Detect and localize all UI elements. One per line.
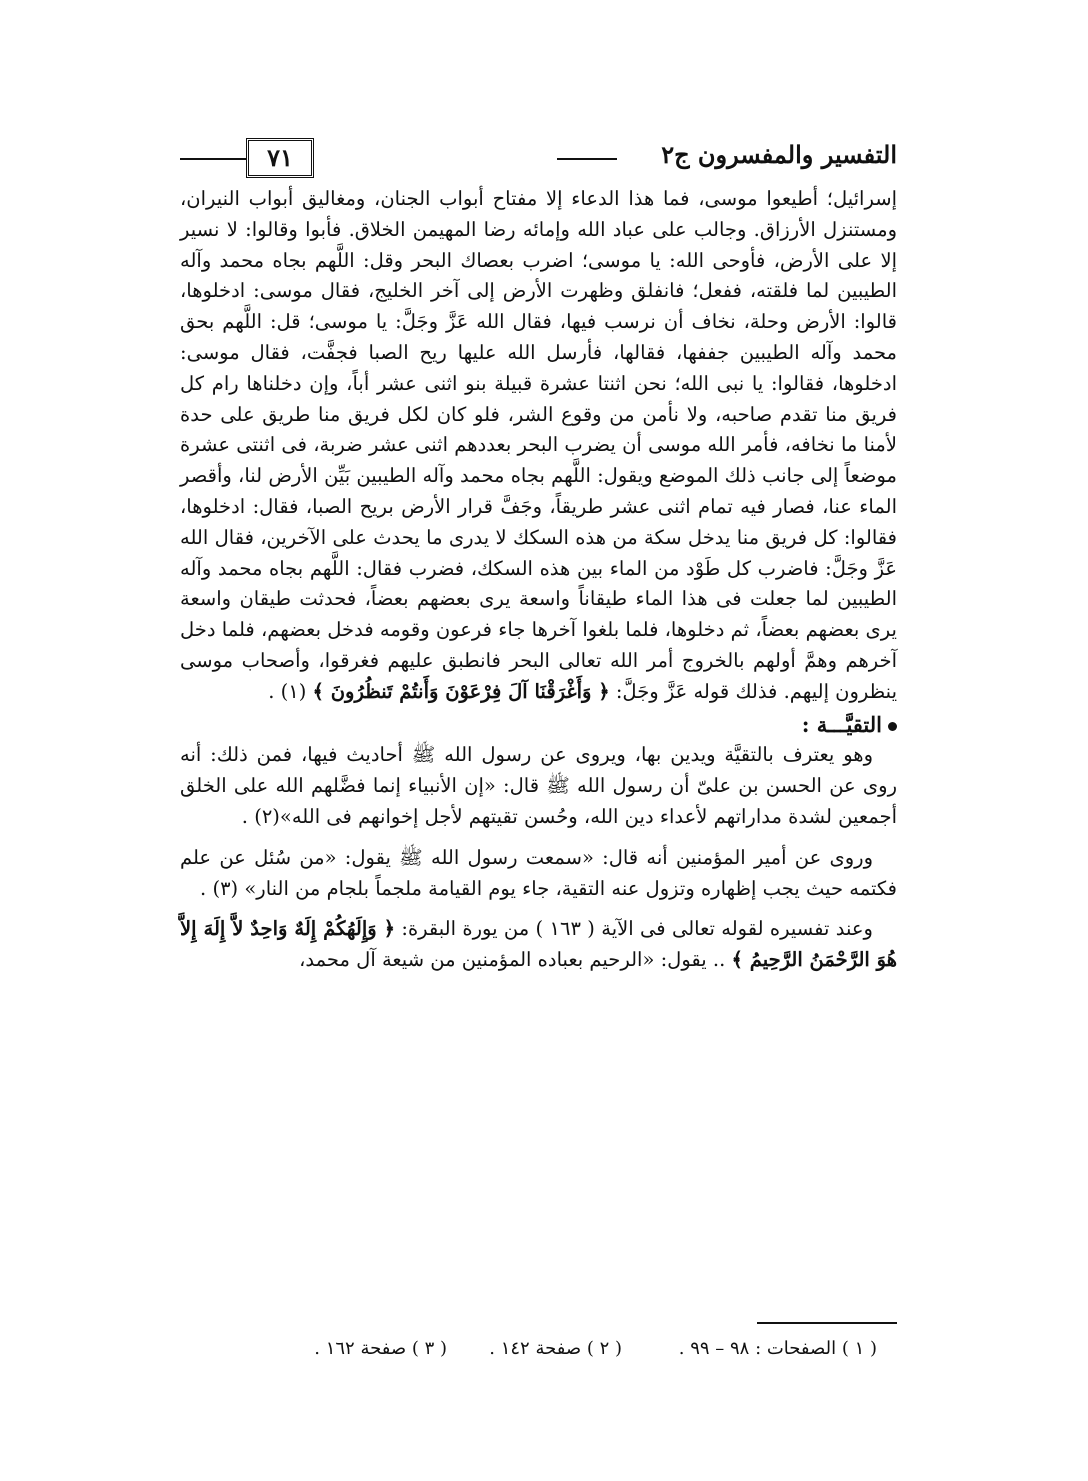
page-number: ٧١ <box>246 138 314 178</box>
footnote-ref-1: (١) . <box>268 679 307 703</box>
body-text <box>180 184 897 976</box>
header-rule-left <box>180 158 250 160</box>
footnote-rule <box>757 1322 897 1324</box>
paragraph-tafsir-end: .. يقول: «الرحيم بعباده المؤمنين من شيعة آل محمد، <box>299 948 726 972</box>
paragraph-tafsir <box>180 914 897 976</box>
paragraph-hadith-text: وروى عن أمير المؤمنين أنه قال: «سمعت رسول الله ﷺ يقول: «من سُئل عن علم فكتمه حيث يجب إظهاره وتزول عنه التقية، جاء يوم القيامة ملجماً بلجام من النار» <box>180 845 897 900</box>
paragraph-taqiyya-text: وهو يعترف بالتقيَّة ويدين بها، ويروى عن رسول الله ﷺ أحاديث فيها، فمن ذلك: أنه روى عن الحسن بن علىّ أن رسول الله ﷺ قال: «إن الأنبياء إنما فضَّلهم الله على الخلق أجمعين لشدة مداراتهم لأعداء دين الله، وحُسن تقيتهم لأجل إخوانهم فى الله» <box>180 743 897 828</box>
paragraph-hadith <box>180 843 897 905</box>
header-rule-right <box>557 158 617 160</box>
running-header <box>180 138 897 178</box>
section-heading-text: التقيَّـــة : <box>801 711 882 737</box>
footnote-1: ( ١ ) الصفحات : ٩٨ – ٩٩ . <box>678 1338 877 1359</box>
footnote-ref-2: (٢) . <box>241 804 280 828</box>
paragraph-story-text: إسرائيل؛ أطيعوا موسى، فما هذا الدعاء إلا مفتاح أبواب الجنان، ومغاليق أبواب النيران، ومستنزل الأرزاق. وجالب على عباد الله وإمائه رضا المهيمن الخلاق. فأبوا وقالوا: لا نسير إلا على الأرض، فأوحى الله: يا موسى؛ اضرب بعصاك البحر وقل: اللَّهم بجاه محمد وآله الطيبين لما فلقته، ففعل؛ فانفلق وظهرت الأرض إلى آخر الخليج، فقال موسى: ادخلوها، قالوا: الأرض وحلة، نخاف أن نرسب فيها، فقال الله عَزَّ وجَلَّ: يا موسى؛ قل: اللَّهم بحق محمد وآله الطيبين جففها، فقالها، فأرسل الله عليها ريح الصبا فجفَّت، فقال موسى: ادخلوها، فقالوا: يا نبى الله؛ نحن اثنتا عشرة قبيلة بنو اثنى عشر أباً، وإن دخلناها رام كل فريق منا تقدم صاحبه، ولا نأمن من وقوع الشر، فلو كان لكل فريق منا طريق على حدة لأمنا ما نخافه، فأمر الله موسى أن يضرب البحر بعددهم اثنى عشر ضربة، فى اثنتى عشرة موضعاً إلى جانب ذلك الموضع ويقول: اللَّهم بجاه محمد وآله الطيبين بَيِّن الأرض لنا، وأقصر الماء عنا، فصار فيه تمام اثنى عشر طريقاً، وجَفَّ قرار الأرض بريح الصبا، فقال: ادخلوها، فقالوا: كل فريق منا يدخل سكة من هذه السكك لا يدرى ما يحدث على الآخرين، فقال الله عَزَّ وجَلَّ: فاضرب كل طَوْد من الماء بين هذه السكك، فضرب فقال: اللَّهم بجاه محمد وآله الطيبين لما جعلت فى هذا الماء طيقاناً واسعة يرى بعضهم بعضاً، فحدثت طيقان واسعة يرى بعضهم بعضاً، ثم دخلوها، فلما بلغوا آخرها جاء فرعون وقومه فدخل بعضهم، فلما دخل آخرهم وهمَّ أولهم بالخروج أمر الله تعالى البحر فانطبق عليهم فغرقوا، وأصحاب موسى ينظرون إليهم. فذلك قوله عَزَّ وجَلَّ: <box>180 187 897 703</box>
footnote-2: ( ٢ ) صفحة ١٤٢ . <box>489 1338 622 1359</box>
paragraph-story <box>180 184 897 708</box>
section-heading <box>180 710 897 741</box>
header-title: التفسير والمفسرون ج٢ <box>651 140 897 169</box>
footnote-ref-3: (٣) . <box>200 876 239 900</box>
page <box>180 138 897 976</box>
paragraph-tafsir-start: وعند تفسيره لقوله تعالى فى الآية ( ١٦٣ ) من يورة البقرة: <box>401 917 873 941</box>
bullet-icon <box>888 722 897 731</box>
footnote-3: ( ٣ ) صفحة ١٦٢ . <box>314 1338 447 1359</box>
quran-verse-1: ﴿ وَأَغْرَقْنَا آلَ فِرْعَوْنَ وَأَنتُمْ تَنظُرُونَ ﴾ <box>312 679 610 703</box>
paragraph-taqiyya <box>180 740 897 832</box>
quran-verse-2: ﴿ وَإِلَهُكُمْ إِلَهٌ وَاحِدٌ لاَّ إِلَهَ إِلاَّ هُوَ الرَّحْمَنُ الرَّحِيمُ ﴾ <box>180 917 897 972</box>
